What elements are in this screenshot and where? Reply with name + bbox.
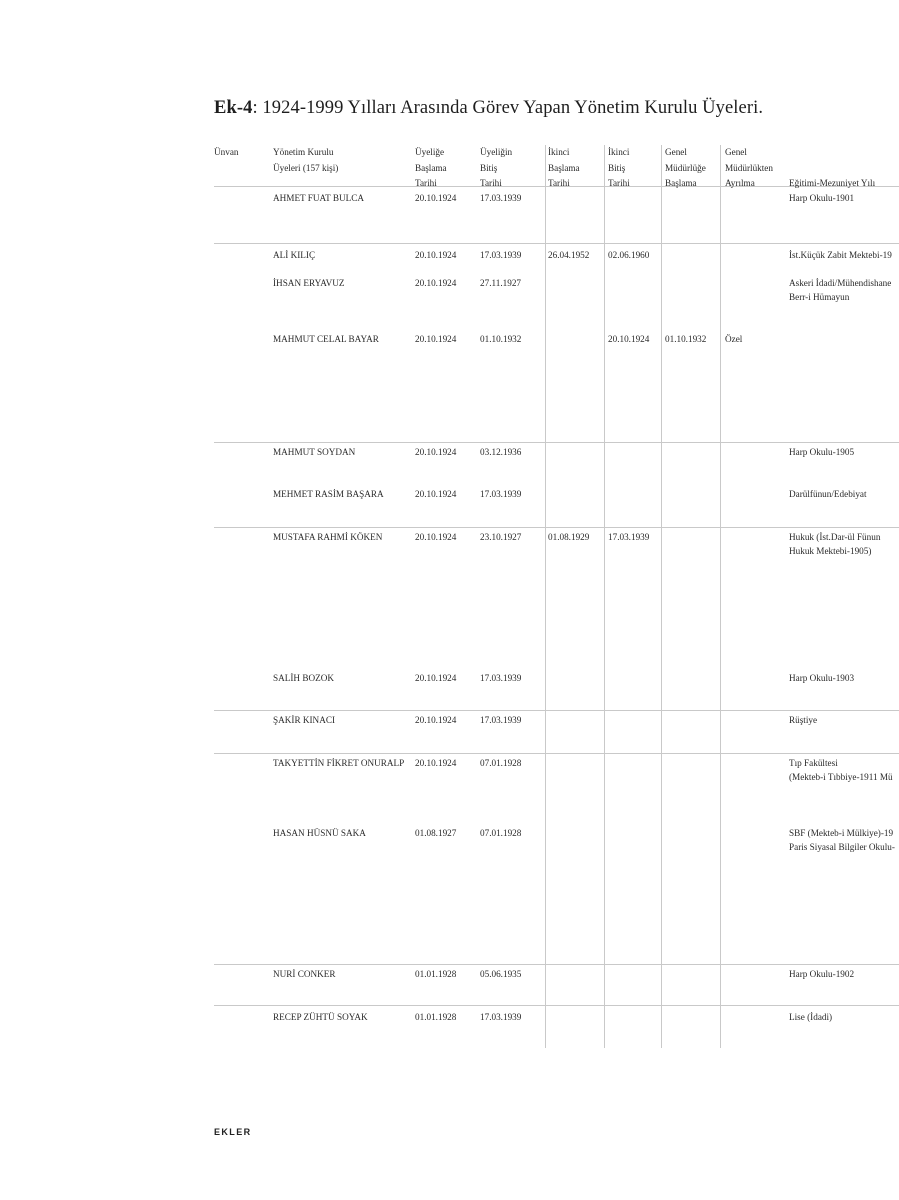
second-start-date: 01.08.1929: [548, 532, 590, 542]
member-name: AHMET FUAT BULCA: [273, 193, 365, 203]
end-date: 01.10.1932: [480, 334, 522, 344]
gm-end: Özel: [725, 334, 743, 344]
end-date: 17.03.1939: [480, 193, 522, 203]
education: Hukuk (İst.Dar-ül Fünun: [789, 532, 881, 542]
header-second-end: Bitiş: [608, 162, 626, 173]
start-date: 20.10.1924: [415, 489, 457, 499]
footer-section-label: EKLER: [214, 1127, 252, 1137]
end-date: 17.03.1939: [480, 673, 522, 683]
header-end-date: Bitiş: [480, 162, 498, 173]
member-name: MUSTAFA RAHMİ KÖKEN: [273, 532, 383, 542]
page-title: [214, 98, 763, 119]
start-date: 20.10.1924: [415, 673, 457, 683]
end-date: 07.01.1928: [480, 758, 522, 768]
education: Tıp Fakültesi: [789, 758, 838, 768]
row-divider: [214, 710, 899, 711]
column-divider: [545, 145, 546, 1048]
second-start-date: 26.04.1952: [548, 250, 590, 260]
start-date: 01.01.1928: [415, 1012, 457, 1022]
row-divider: [214, 964, 899, 965]
education: Hukuk Mektebi-1905): [789, 546, 872, 556]
start-date: 20.10.1924: [415, 758, 457, 768]
start-date: 01.01.1928: [415, 969, 457, 979]
education: (Mekteb-i Tıbbiye-1911 Mü: [789, 772, 893, 782]
header-second-end: İkinci: [608, 147, 630, 157]
header-start-date: Başlama: [415, 162, 447, 173]
education: Darülfünun/Edebiyat: [789, 489, 867, 499]
header-gm-start: Müdürlüğe: [665, 162, 706, 173]
start-date: 20.10.1924: [415, 278, 457, 288]
start-date: 20.10.1924: [415, 193, 457, 203]
start-date: 20.10.1924: [415, 447, 457, 457]
row-divider: [214, 442, 899, 443]
row-divider: [214, 243, 899, 244]
member-name: MAHMUT SOYDAN: [273, 447, 356, 457]
header-education: Eğitimi-Mezuniyet Yılı: [789, 178, 876, 188]
header-member-name: Üyeleri (157 kişi): [273, 162, 339, 173]
education: İst.Küçük Zabit Mektebi-19: [789, 250, 892, 260]
title-text: : 1924-1999 Yılları Arasında Görev Yapan Yönetim Kurulu Üyeleri.: [252, 98, 764, 118]
start-date: 20.10.1924: [415, 334, 457, 344]
header-second-start: Tarihi: [548, 178, 570, 188]
start-date: 01.08.1927: [415, 828, 457, 838]
start-date: 20.10.1924: [415, 250, 457, 260]
member-name: SALİH BOZOK: [273, 673, 334, 683]
header-gm-start: Başlama: [665, 178, 697, 188]
header-member-name: Yönetim Kurulu: [273, 147, 334, 157]
member-name: HASAN HÜSNÜ SAKA: [273, 828, 366, 838]
education: Askeri İdadi/Mühendishane: [789, 278, 892, 288]
row-divider: [214, 1005, 899, 1006]
member-name: NURİ CONKER: [273, 969, 336, 979]
start-date: 20.10.1924: [415, 715, 457, 725]
end-date: 03.12.1936: [480, 447, 522, 457]
member-name: MAHMUT CELAL BAYAR: [273, 334, 379, 344]
gm-start: 01.10.1932: [665, 334, 707, 344]
second-end-date: 20.10.1924: [608, 334, 650, 344]
end-date: 17.03.1939: [480, 489, 522, 499]
header-gm-end: Müdürlükten: [725, 162, 773, 173]
header-second-start: İkinci: [548, 147, 570, 157]
end-date: 23.10.1927: [480, 532, 522, 542]
education: Lise (İdadi): [789, 1012, 833, 1022]
education: Paris Siyasal Bilgiler Okulu-: [789, 842, 895, 852]
header-start-date: Tarihi: [415, 178, 437, 188]
second-end-date: 17.03.1939: [608, 532, 650, 542]
row-divider: [214, 527, 899, 528]
education: SBF (Mekteb-i Mülkiye)-19: [789, 828, 894, 838]
education: Rüştiye: [789, 715, 818, 725]
education: Harp Okulu-1905: [789, 447, 855, 457]
end-date: 27.11.1927: [480, 278, 522, 288]
member-name: İHSAN ERYAVUZ: [273, 278, 345, 288]
education: Harp Okulu-1903: [789, 673, 855, 683]
member-name: TAKYETTİN FİKRET ONURALP: [273, 758, 405, 768]
title-prefix: Ek-4: [214, 98, 253, 118]
end-date: 07.01.1928: [480, 828, 522, 838]
start-date: 20.10.1924: [415, 532, 457, 542]
header-end-date: Üyeliğin: [480, 147, 513, 157]
end-date: 17.03.1939: [480, 715, 522, 725]
header-gm-end: Genel: [725, 147, 747, 157]
end-date: 17.03.1939: [480, 1012, 522, 1022]
end-date: 17.03.1939: [480, 250, 522, 260]
member-name: RECEP ZÜHTÜ SOYAK: [273, 1012, 368, 1022]
column-divider: [604, 145, 605, 1048]
member-name: MEHMET RASİM BAŞARA: [273, 489, 384, 499]
member-name: ALİ KILIÇ: [273, 250, 316, 260]
header-second-end: Tarihi: [608, 178, 630, 188]
header-gm-start: Genel: [665, 147, 687, 157]
end-date: 05.06.1935: [480, 969, 522, 979]
member-name: ŞAKİR KINACI: [273, 715, 336, 725]
column-divider: [720, 145, 721, 1048]
header-second-start: Başlama: [548, 162, 580, 173]
header-gm-end: Ayrılma: [725, 178, 755, 188]
education: Harp Okulu-1901: [789, 193, 855, 203]
education: Berr-i Hümayun: [789, 292, 850, 302]
header-start-date: Üyeliğe: [415, 147, 445, 157]
header-unvan: Ünvan: [214, 147, 239, 157]
second-end-date: 02.06.1960: [608, 250, 650, 260]
row-divider: [214, 753, 899, 754]
education: Harp Okulu-1902: [789, 969, 855, 979]
header-end-date: Tarihi: [480, 178, 502, 188]
column-divider: [661, 145, 662, 1048]
